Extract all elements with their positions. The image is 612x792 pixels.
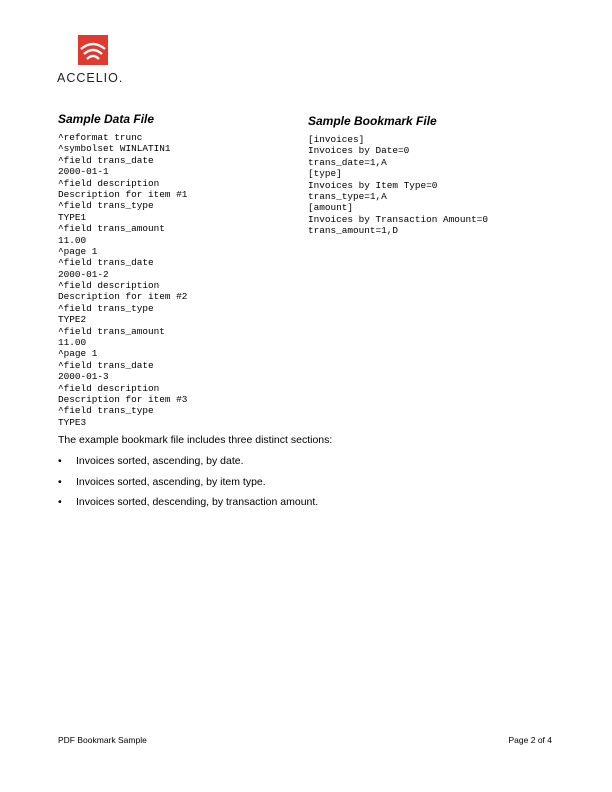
data-file-line: TYPE3 [58,416,87,428]
footer-title: PDF Bookmark Sample [58,735,147,745]
bullet-icon: • [58,496,62,508]
bullet-icon: • [58,475,62,488]
data-file-line: Description for item #3 [58,393,188,405]
accelio-logo [57,35,137,87]
bookmark-file-line: [type] [308,168,342,180]
data-file-line: TYPE1 [58,211,87,223]
data-file-line: ^field trans_type [58,200,154,212]
data-file-line: ^field description [58,382,160,394]
data-file-line: 2000-01-1 [58,166,109,178]
data-file-line: ^field trans_type [58,405,154,417]
data-file-line: Description for item #1 [58,188,188,200]
data-file-line: TYPE2 [58,314,87,326]
data-file-line: ^symbolset WINLATIN1 [58,143,171,155]
data-file-line: ^page 1 [58,245,98,257]
data-file-line: ^page 1 [58,348,98,360]
data-file-line: ^field trans_amount [58,325,165,337]
data-file-line: ^reformat trunc [58,132,143,143]
data-file-line: ^field description [58,280,160,292]
bookmark-file-line: Invoices by Date=0 [308,145,410,157]
data-file-line: 11.00 [58,337,87,349]
bookmark-file-line: Invoices by Item Type=0 [308,179,438,191]
footer-page-number: Page 2 of 4 [508,735,552,745]
data-file-line: ^field trans_date [58,154,154,166]
data-file-line: ^field trans_date [58,359,154,371]
data-file-line: 2000-01-2 [58,268,109,280]
data-file-line: ^field trans_date [58,257,154,269]
data-file-code [58,132,187,428]
logo-text: ACCELIO. [57,71,124,85]
bullet-icon: • [58,455,62,467]
data-file-line: 11.00 [58,234,87,246]
bookmark-file-code [308,134,488,237]
data-file-line: Description for item #2 [58,291,188,303]
bookmark-file-line: [amount] [308,202,354,214]
bookmark-file-line: trans_amount=1,D [308,225,399,237]
bookmark-file-line: trans_type=1,A [308,190,387,202]
data-file-heading: Sample Data File [58,112,155,126]
bookmark-file-line: [invoices] [308,134,365,145]
accelio-logo-mark-icon [78,35,108,65]
bullet-text: Invoices sorted, ascending, by date. [76,455,244,467]
bookmark-file-line: trans_date=1,A [308,156,387,168]
bullet-text: Invoices sorted, descending, by transaction amount. [76,496,319,508]
data-file-line: ^field trans_amount [58,223,165,235]
intro-text: The example bookmark file includes three distinct sections: [58,434,333,446]
data-file-line: ^field trans_type [58,302,154,314]
bullet-text: Invoices sorted, ascending, by item type. [76,475,266,488]
data-file-line: ^field description [58,177,160,189]
bookmark-file-line: Invoices by Transaction Amount=0 [308,213,489,225]
bookmark-file-heading: Sample Bookmark File [308,114,437,128]
data-file-line: 2000-01-3 [58,371,109,383]
